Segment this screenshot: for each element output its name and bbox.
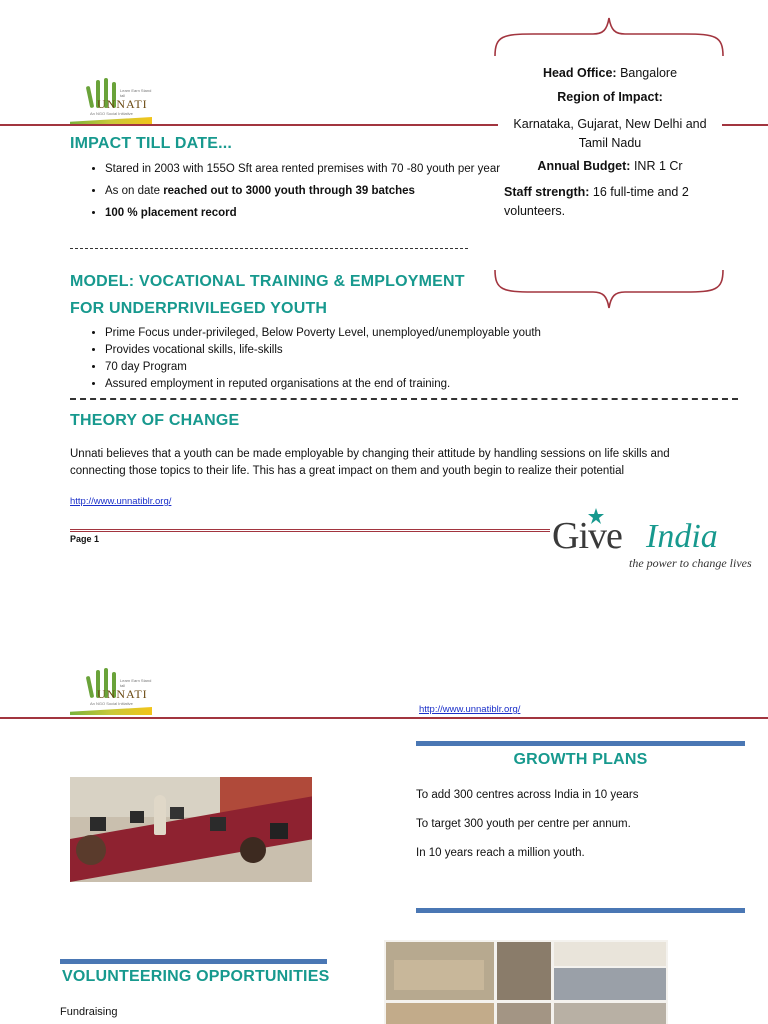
giveindia-tagline: the power to change lives xyxy=(629,556,752,570)
sidebar-bottom-brace xyxy=(493,268,725,310)
volunteer-item: Fundraising xyxy=(60,1006,118,1018)
sidebar-top-brace xyxy=(493,16,725,58)
photo-collage xyxy=(384,940,668,1024)
website-link-page2[interactable]: http://www.unnatiblr.org/ xyxy=(419,704,521,715)
growth-top-bar xyxy=(416,741,745,746)
header-rule-left xyxy=(0,124,498,126)
logo-wordmark: UNNATI xyxy=(97,687,148,701)
unnati-logo-page2 xyxy=(70,656,154,718)
list-item: To add 300 centres across India in 10 years xyxy=(416,789,639,801)
logo-swoosh-icon xyxy=(70,707,152,715)
giveindia-give: Give xyxy=(552,515,622,557)
volunteer-heading: VOLUNTEERING OPPORTUNITIES xyxy=(62,968,330,985)
model-heading-line1: MODEL: VOCATIONAL TRAINING & EMPLOYMENT xyxy=(70,273,465,290)
footer-rule xyxy=(70,529,550,532)
theory-body: Unnati believes that a youth can be made employable by changing their attitude by handling sessions on life skills and connecting those topics to their life. This has a great impact on them and youth begin to realize their potential xyxy=(70,448,670,477)
list-item: To target 300 youth per centre per annum. xyxy=(416,818,631,830)
unnati-logo xyxy=(70,66,154,128)
giveindia-logo xyxy=(552,508,762,574)
list-item: • 100 % placement record xyxy=(105,205,525,222)
model-heading-line2: FOR UNDERPRIVILEGED YOUTH xyxy=(70,300,328,317)
classroom-photo xyxy=(70,777,312,882)
logo-subtitle: An NGO Social Initiative xyxy=(90,111,133,116)
impact-heading: IMPACT TILL DATE... xyxy=(70,135,233,152)
giveindia-india: India xyxy=(646,518,718,555)
theory-heading: THEORY OF CHANGE xyxy=(70,412,240,429)
list-item: • 70 day Program xyxy=(105,359,745,376)
list-item: • As on date reached out to 3000 youth through 39 batches xyxy=(105,183,525,200)
page2-header-rule xyxy=(0,717,768,719)
impact-divider xyxy=(70,248,468,249)
growth-bottom-bar xyxy=(416,908,745,913)
growth-list xyxy=(416,789,745,859)
page-number: Page 1 xyxy=(70,534,100,544)
list-item: • Stared in 2003 with 155O Sft area rented premises with 70 -80 youth per year xyxy=(105,161,525,178)
region-label: Region of Impact: xyxy=(557,90,663,104)
annual-budget: Annual Budget: INR 1 Cr xyxy=(537,159,683,173)
model-list xyxy=(70,325,745,393)
impact-list xyxy=(70,161,525,222)
logo-tagline: Learn Earn Stand tall xyxy=(120,88,152,98)
growth-heading: GROWTH PLANS xyxy=(513,751,648,768)
model-divider xyxy=(70,398,738,400)
list-item: • Prime Focus under-privileged, Below Poverty Level, unemployed/unemployable youth xyxy=(105,325,745,342)
list-item: • Provides vocational skills, life-skills xyxy=(105,342,745,359)
logo-subtitle: An NGO Social Initiative xyxy=(90,701,133,706)
list-item: In 10 years reach a million youth. xyxy=(416,847,585,859)
head-office: Head Office: Bangalore xyxy=(542,66,678,80)
staff-strength: Staff strength: 16 full-time and 2 volunteers. xyxy=(504,185,689,218)
volunteer-top-bar xyxy=(60,959,327,964)
list-item: • Assured employment in reputed organisations at the end of training. xyxy=(105,376,745,393)
logo-tagline: Learn Earn Stand tall xyxy=(120,678,152,688)
website-link[interactable]: http://www.unnatiblr.org/ xyxy=(70,496,172,507)
logo-wordmark: UNNATI xyxy=(97,97,148,111)
header-rule-right xyxy=(722,124,768,126)
region-value: Karnataka, Gujarat, New Delhi and Tamil Nadu xyxy=(513,117,707,150)
